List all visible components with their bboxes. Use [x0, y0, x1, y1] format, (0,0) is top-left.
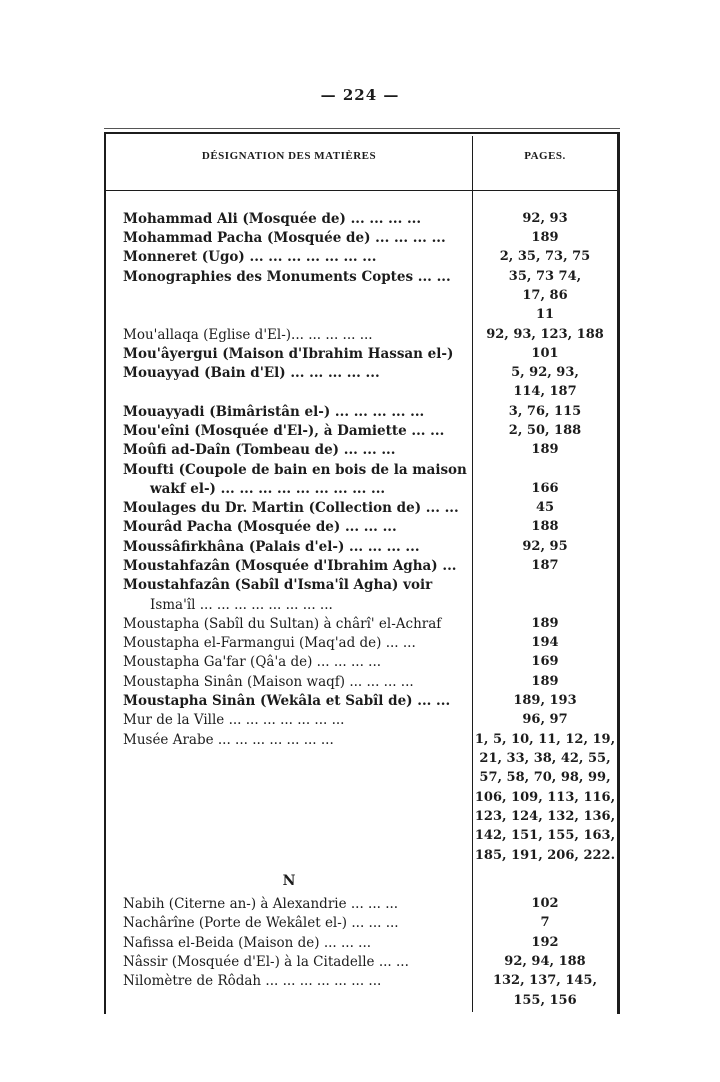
- index-entry: Moustapha (Sabîl du Sultan) à chârî' el-Achraf: [123, 616, 442, 632]
- page-ref: 92, 94, 188: [504, 954, 586, 969]
- index-entry: Isma'îl ... ... ... ... ... ... ... ...: [150, 597, 333, 613]
- page-ref: 101: [531, 346, 559, 361]
- page-ref: 106, 109, 113, 116,: [474, 790, 616, 805]
- page-ref: 3, 76, 115: [508, 404, 582, 419]
- page-ref: 194: [531, 635, 559, 650]
- pages-header: PAGES.: [524, 150, 566, 162]
- page-ref: 166: [531, 481, 559, 496]
- page-ref: 189, 193: [513, 693, 577, 708]
- page-ref: 45: [535, 500, 555, 515]
- page-ref: 5, 92, 93,: [511, 365, 579, 380]
- page-ref: 114, 187: [513, 384, 577, 399]
- page-ref: 96, 97: [522, 712, 568, 727]
- page-ref: 2, 35, 73, 75: [499, 249, 591, 264]
- page-ref: 7: [540, 915, 550, 930]
- page-ref: 92, 95: [522, 539, 568, 554]
- page-ref: 1, 5, 10, 11, 12, 19,: [474, 732, 616, 747]
- index-entry: Monneret (Ugo) ... ... ... ... ... ... ...: [123, 249, 377, 265]
- index-entry: Nâssir (Mosquée d'El-) à la Citadelle ... ...: [123, 954, 409, 970]
- index-entry: Moufti (Coupole de bain en bois de la maison: [123, 462, 467, 478]
- page-ref: 189: [531, 442, 559, 457]
- index-entry: wakf el-) ... ... ... ... ... ... ... ... ...: [150, 481, 386, 497]
- page-ref: 35, 73 74,: [508, 269, 582, 284]
- index-entry: Moustapha Sinân (Maison waqf) ... ... ... ...: [123, 674, 414, 690]
- page-ref: 142, 151, 155, 163,: [474, 828, 616, 843]
- page-ref: 102: [531, 896, 559, 911]
- column-divider: [472, 136, 473, 1012]
- index-entry: Moulages du Dr. Martin (Collection de) ... ...: [123, 500, 459, 516]
- index-entry: Mur de la Ville ... ... ... ... ... ... ...: [123, 712, 345, 728]
- index-entry: Mou'âyergui (Maison d'Ibrahim Hassan el-): [123, 346, 454, 362]
- index-entry: Moustahfazân (Mosquée d'Ibrahim Agha) ...: [123, 558, 457, 574]
- page-ref: 155, 156: [513, 993, 577, 1008]
- page-number: — 224 —: [320, 86, 400, 104]
- index-entry: Moustapha Sinân (Wekâla et Sabîl de) ... ...: [123, 693, 451, 709]
- page-ref: 185, 191, 206, 222.: [474, 848, 616, 863]
- index-entry: Nafissa el-Beida (Maison de) ... ... ...: [123, 935, 372, 951]
- index-entry: Moustahfazân (Sabîl d'Isma'îl Agha) voir: [123, 577, 433, 593]
- index-entry: Mourâd Pacha (Mosquée de) ... ... ...: [123, 519, 397, 535]
- index-entry: Nilomètre de Rôdah ... ... ... ... ... ... ...: [123, 973, 382, 989]
- index-entry: Nachârîne (Porte de Wekâlet el-) ... ... ...: [123, 915, 399, 931]
- page-ref: 17, 86: [522, 288, 568, 303]
- page-ref: 189: [531, 674, 559, 689]
- table-top-rule: [104, 128, 620, 129]
- page-ref: 2, 50, 188: [508, 423, 582, 438]
- page-ref: 188: [531, 519, 559, 534]
- header-rule: [106, 190, 618, 191]
- index-entry: Mou'eîni (Mosquée d'El-), à Damiette ... ...: [123, 423, 445, 439]
- index-entry: Moustapha el-Farmangui (Maq'ad de) ... ...: [123, 635, 416, 651]
- page-ref: 169: [531, 654, 559, 669]
- page-ref: 123, 124, 132, 136,: [474, 809, 616, 824]
- designation-header: DÉSIGNATION DES MATIÈRES: [201, 150, 377, 162]
- page-ref: 11: [535, 307, 555, 322]
- page-ref: 187: [531, 558, 559, 573]
- index-entry: Mohammad Pacha (Mosquée de) ... ... ... ...: [123, 230, 446, 246]
- page-ref: 132, 137, 145,: [492, 973, 598, 988]
- index-entry: Mou'allaqa (Eglise d'El-)... ... ... ... ...: [123, 327, 373, 343]
- page-ref: 189: [531, 616, 559, 631]
- index-entry: Moûfi ad-Daîn (Tombeau de) ... ... ...: [123, 442, 396, 458]
- section-letter: N: [282, 873, 296, 889]
- page-ref: 57, 58, 70, 98, 99,: [479, 770, 611, 785]
- index-entry: Nabih (Citerne an-) à Alexandrie ... ... ...: [123, 896, 399, 912]
- page-ref: 189: [531, 230, 559, 245]
- page-ref: 92, 93: [522, 211, 568, 226]
- index-entry: Moustapha Ga'far (Qâ'a de) ... ... ... ...: [123, 654, 382, 670]
- index-entry: Mohammad Ali (Mosquée de) ... ... ... ...: [123, 211, 422, 227]
- index-entry: Mouayyadi (Bimâristân el-) ... ... ... ... ...: [123, 404, 425, 420]
- index-entry: Moussâfirkhâna (Palais d'el-) ... ... ... ...: [123, 539, 420, 555]
- page-ref: 192: [531, 935, 559, 950]
- index-entry: Mouayyad (Bain d'El) ... ... ... ... ...: [123, 365, 380, 381]
- page-ref: 21, 33, 38, 42, 55,: [479, 751, 611, 766]
- index-entry: Musée Arabe ... ... ... ... ... ... ...: [123, 732, 334, 748]
- index-entry: Monographies des Monuments Coptes ... ...: [123, 269, 451, 285]
- page-ref: 92, 93, 123, 188: [486, 327, 604, 342]
